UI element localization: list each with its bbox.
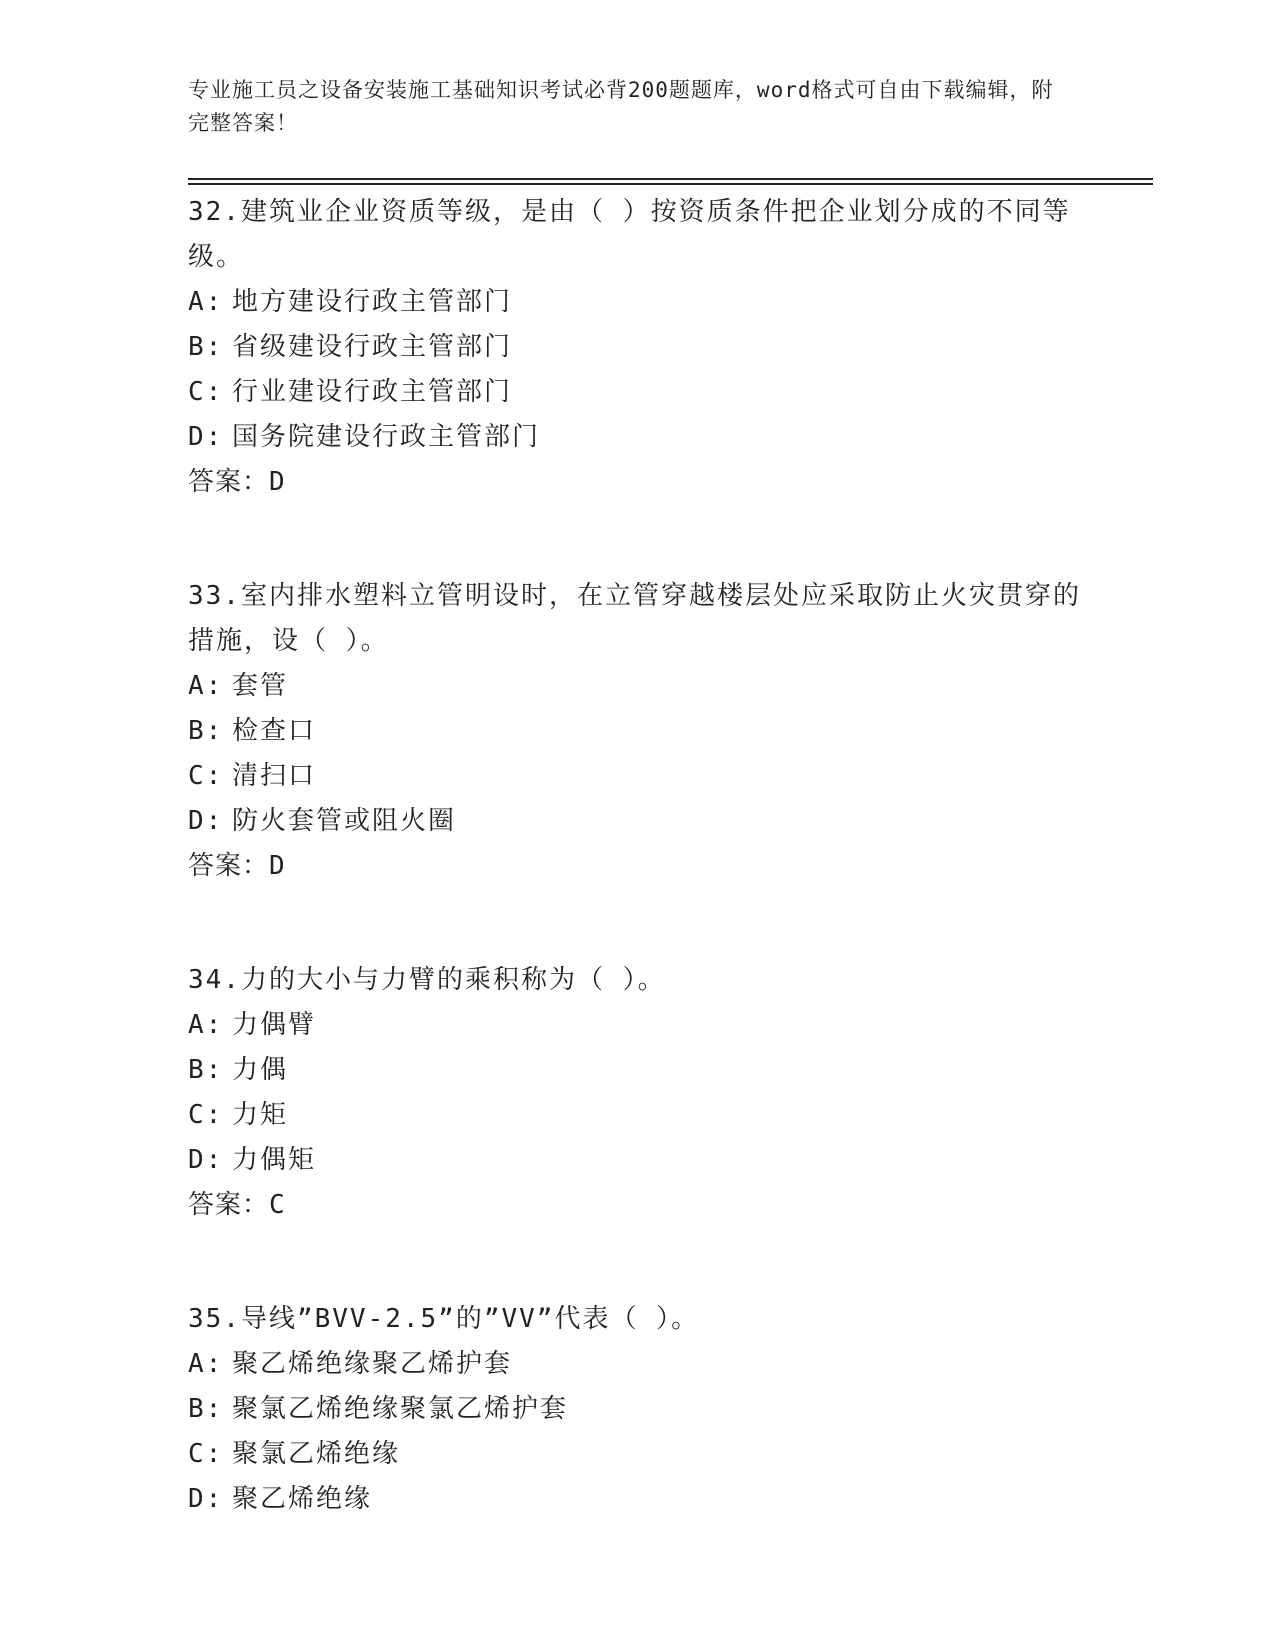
question-34 xyxy=(188,958,1088,1228)
option-d xyxy=(188,799,1088,844)
option-letter: D: xyxy=(188,1145,224,1175)
option-d xyxy=(188,415,1088,460)
spacer xyxy=(188,505,1088,574)
option-text: 行业建设行政主管部门 xyxy=(232,377,513,407)
option-c xyxy=(188,1432,1088,1477)
option-text: 国务院建设行政主管部门 xyxy=(232,422,541,452)
document-header: 专业施工员之设备安装施工基础知识考试必背200题题库，word格式可自由下载编辑，附完整答案！ xyxy=(188,78,1054,135)
option-text: 聚乙烯绝缘聚乙烯护套 xyxy=(232,1349,513,1379)
option-text: 力偶 xyxy=(232,1055,289,1085)
option-c xyxy=(188,754,1088,799)
answer-line: 答案：C xyxy=(188,1190,286,1220)
option-text: 省级建设行政主管部门 xyxy=(232,332,513,362)
option-letter: C: xyxy=(188,761,224,791)
answer-line: 答案：D xyxy=(188,851,286,881)
option-letter: C: xyxy=(188,1439,224,1469)
option-letter: C: xyxy=(188,377,224,407)
option-a xyxy=(188,1342,1088,1387)
question-32 xyxy=(188,190,1088,505)
option-b xyxy=(188,1387,1088,1432)
option-d xyxy=(188,1138,1088,1183)
question-33 xyxy=(188,574,1088,889)
option-text: 检查口 xyxy=(232,716,317,746)
option-letter: A: xyxy=(188,287,224,317)
header-divider-top xyxy=(188,178,1153,180)
option-b xyxy=(188,325,1088,370)
option-text: 力偶臂 xyxy=(232,1010,317,1040)
question-title: 34.力的大小与力臂的乘积称为（ ）。 xyxy=(188,965,666,995)
option-b xyxy=(188,1048,1088,1093)
option-c xyxy=(188,1093,1088,1138)
option-text: 套管 xyxy=(232,671,289,701)
question-title: 32.建筑业企业资质等级，是由（ ）按资质条件把企业划分成的不同等级。 xyxy=(188,197,1071,272)
option-letter: D: xyxy=(188,422,224,452)
option-text: 地方建设行政主管部门 xyxy=(232,287,513,317)
option-letter: B: xyxy=(188,1394,224,1424)
option-letter: B: xyxy=(188,1055,224,1085)
option-letter: C: xyxy=(188,1100,224,1130)
option-text: 清扫口 xyxy=(232,761,317,791)
option-letter: B: xyxy=(188,716,224,746)
option-b xyxy=(188,709,1088,754)
option-letter: A: xyxy=(188,671,224,701)
option-text: 聚氯乙烯绝缘聚氯乙烯护套 xyxy=(232,1394,569,1424)
option-a xyxy=(188,664,1088,709)
question-title: 35.导线”BVV-2.5”的”VV”代表（ ）。 xyxy=(188,1304,700,1334)
option-letter: D: xyxy=(188,806,224,836)
option-d xyxy=(188,1477,1088,1522)
option-text: 聚乙烯绝缘 xyxy=(232,1484,373,1514)
spacer xyxy=(188,889,1088,958)
option-text: 力矩 xyxy=(232,1100,289,1130)
option-text: 聚氯乙烯绝缘 xyxy=(232,1439,401,1469)
header-divider-bottom xyxy=(188,183,1153,185)
spacer xyxy=(188,1228,1088,1297)
option-c xyxy=(188,370,1088,415)
option-letter: A: xyxy=(188,1010,224,1040)
answer-line: 答案：D xyxy=(188,467,286,497)
option-letter: B: xyxy=(188,332,224,362)
question-35 xyxy=(188,1297,1088,1522)
option-text: 力偶矩 xyxy=(232,1145,317,1175)
option-a xyxy=(188,280,1088,325)
option-letter: A: xyxy=(188,1349,224,1379)
question-list xyxy=(188,190,1088,1522)
option-letter: D: xyxy=(188,1484,224,1514)
option-text: 防火套管或阻火圈 xyxy=(232,806,457,836)
option-a xyxy=(188,1003,1088,1048)
question-title: 33.室内排水塑料立管明设时，在立管穿越楼层处应采取防止火灾贯穿的措施，设（ ）。 xyxy=(188,581,1081,656)
